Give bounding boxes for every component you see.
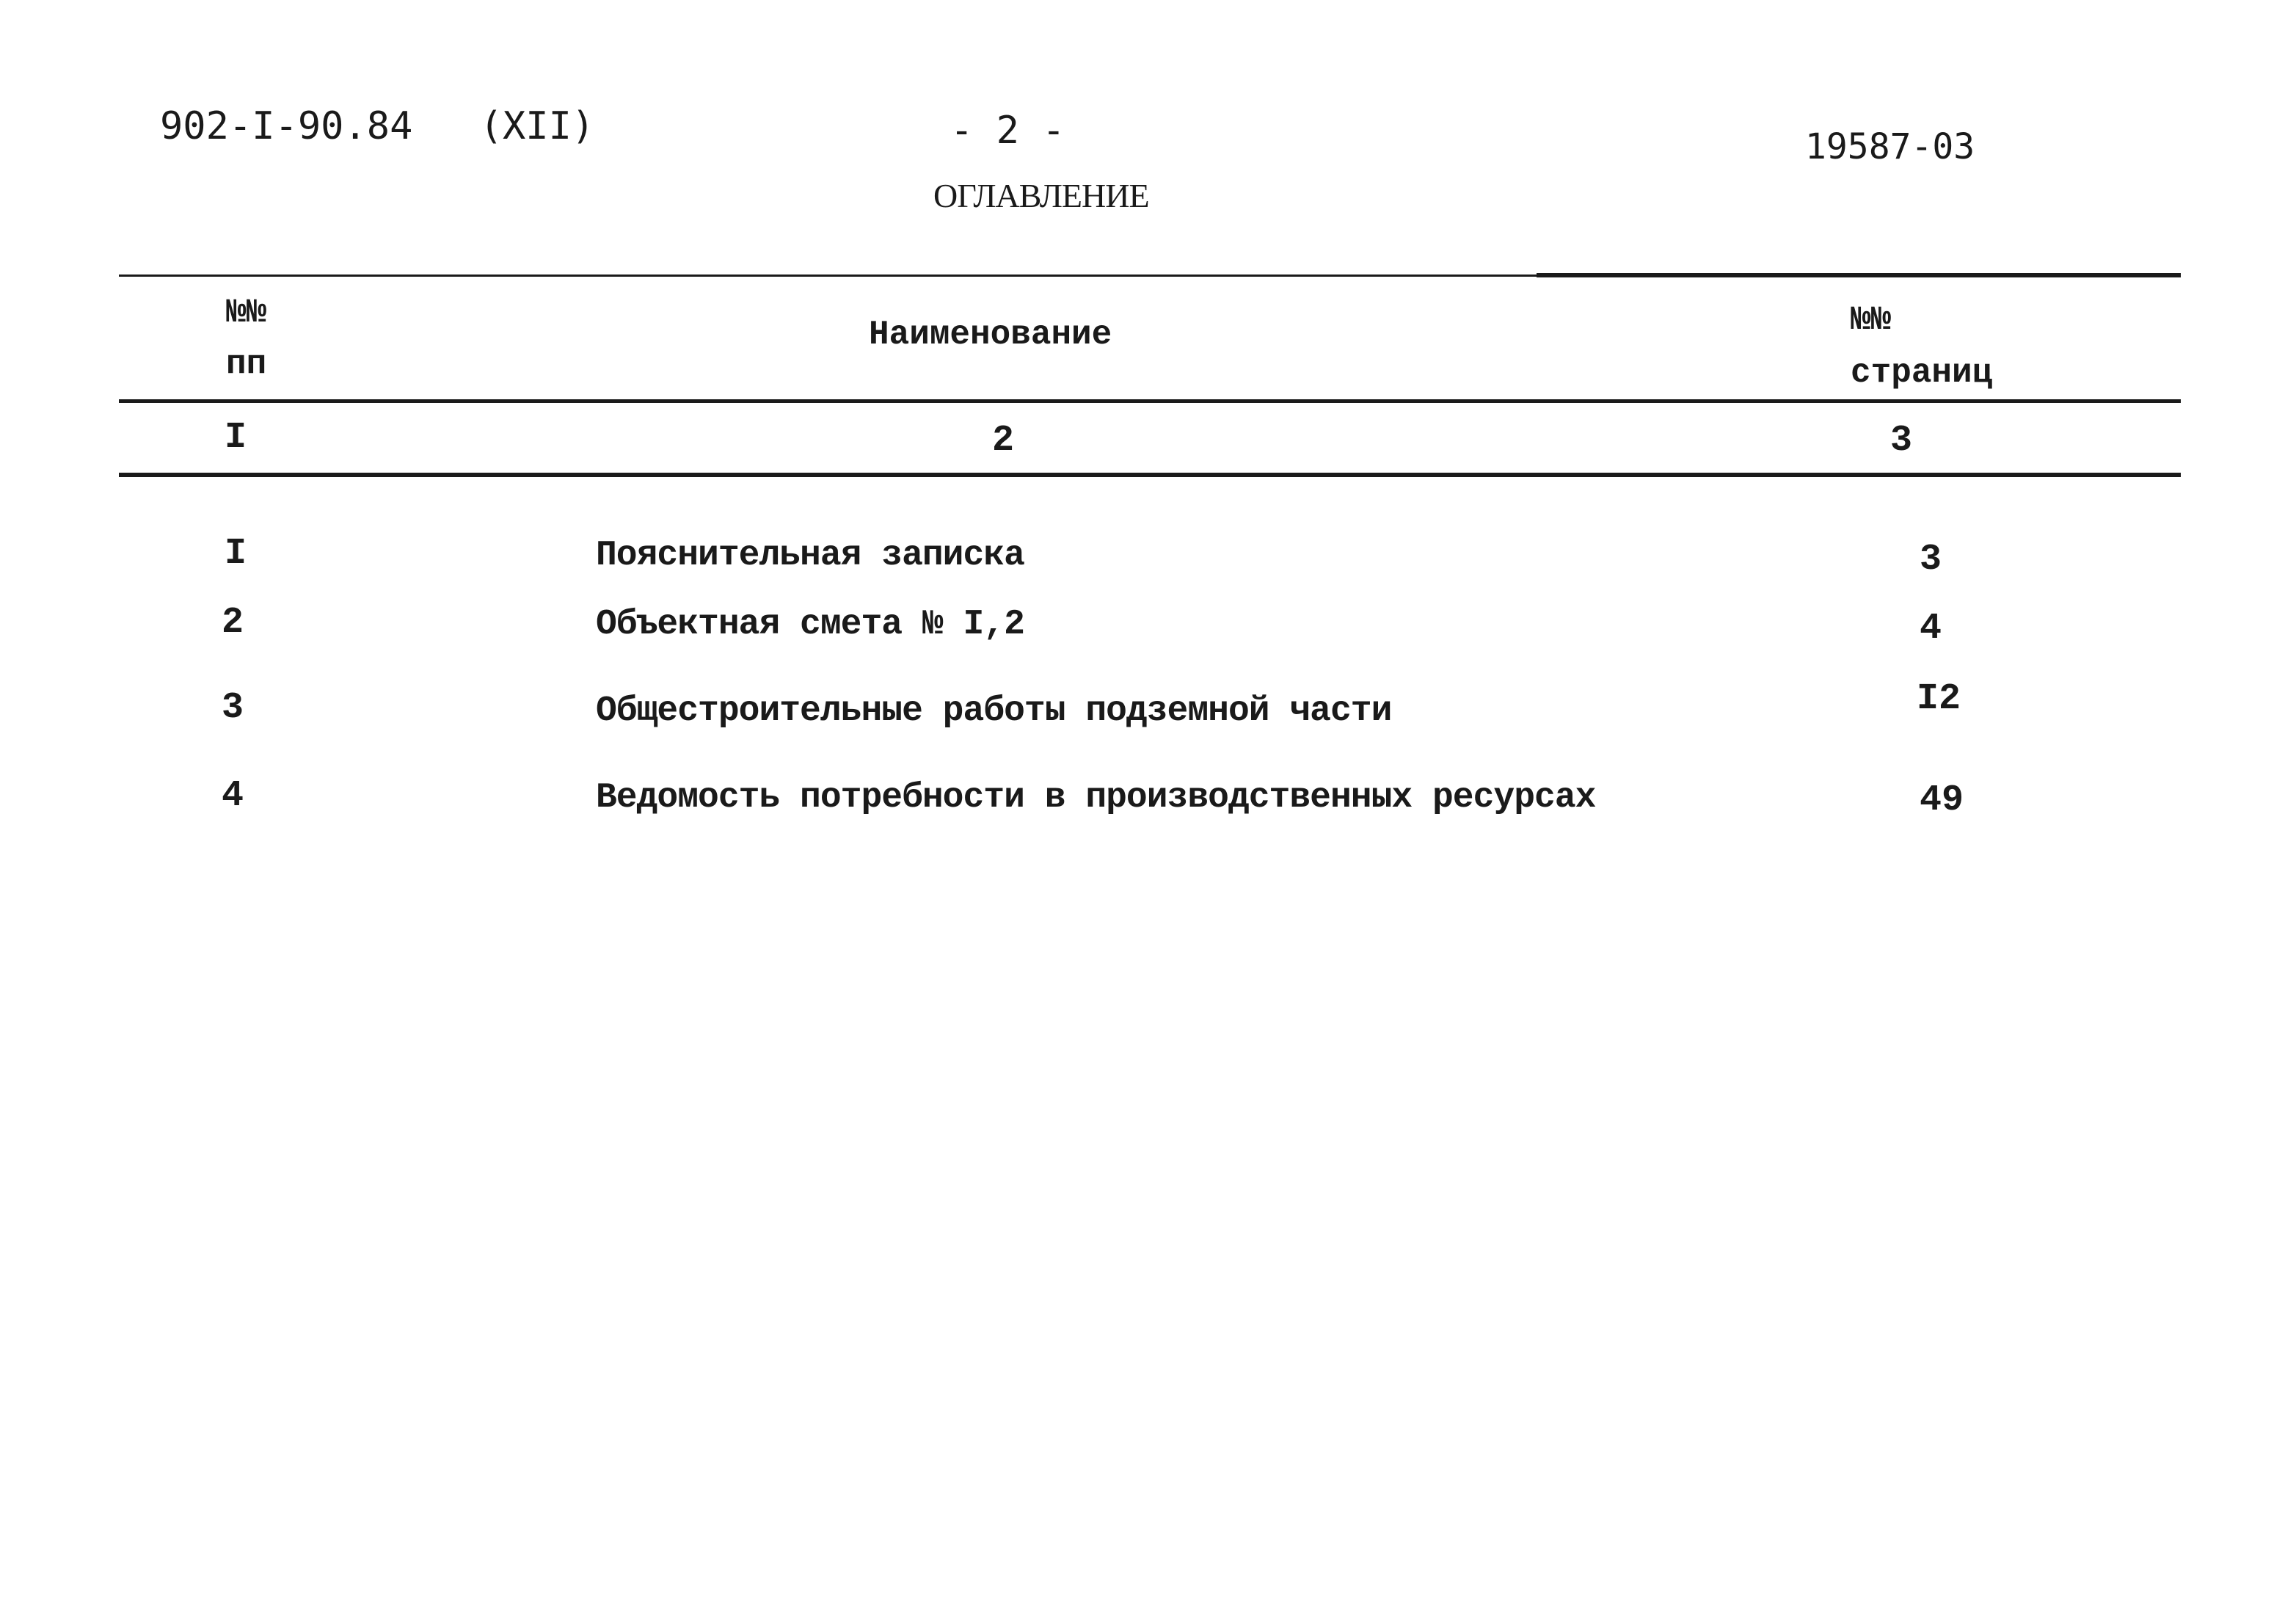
row-3-number: 3 (222, 687, 244, 729)
page-title: ОГЛАВЛЕНИЕ (933, 177, 1149, 214)
row-1-title: Пояснительная записка (596, 536, 1024, 575)
row-4-page: 49 (1920, 779, 1964, 821)
row-2-page: 4 (1920, 608, 1942, 650)
row-4-title: Ведомость потребности в производственных ресурсах (596, 778, 1596, 818)
column-number-3: 3 (1890, 420, 1913, 462)
column-number-1: I (225, 417, 247, 459)
header-bottom-rule (119, 399, 2181, 403)
header-name: Наименование (869, 316, 1112, 354)
document-code-text: 902-I-90.84 (160, 104, 413, 148)
document-code (160, 104, 594, 148)
row-2-number: 2 (222, 602, 244, 644)
section-label: (XII) (479, 104, 595, 148)
row-2-title: Объектная смета № I,2 (596, 605, 1024, 644)
row-1-number: I (225, 533, 247, 575)
header-pages-line1: №№ (1851, 301, 1892, 339)
row-4-number: 4 (222, 775, 244, 817)
archive-number: 19587-03 (1805, 126, 1975, 167)
page-number: - 2 - (950, 109, 1065, 153)
row-3-title: Общестроительные работы подземной части (596, 691, 1392, 731)
column-number-2: 2 (992, 420, 1015, 462)
header-num-line2: пп (226, 345, 267, 383)
header-pages-line2: страниц (1851, 354, 1993, 392)
table-top-rule-thick (1537, 273, 2181, 277)
column-numbers-bottom-rule (119, 473, 2181, 477)
row-1-page: 3 (1920, 539, 1942, 581)
row-3-page: I2 (1917, 678, 1961, 720)
header-num-line1: №№ (226, 294, 267, 332)
